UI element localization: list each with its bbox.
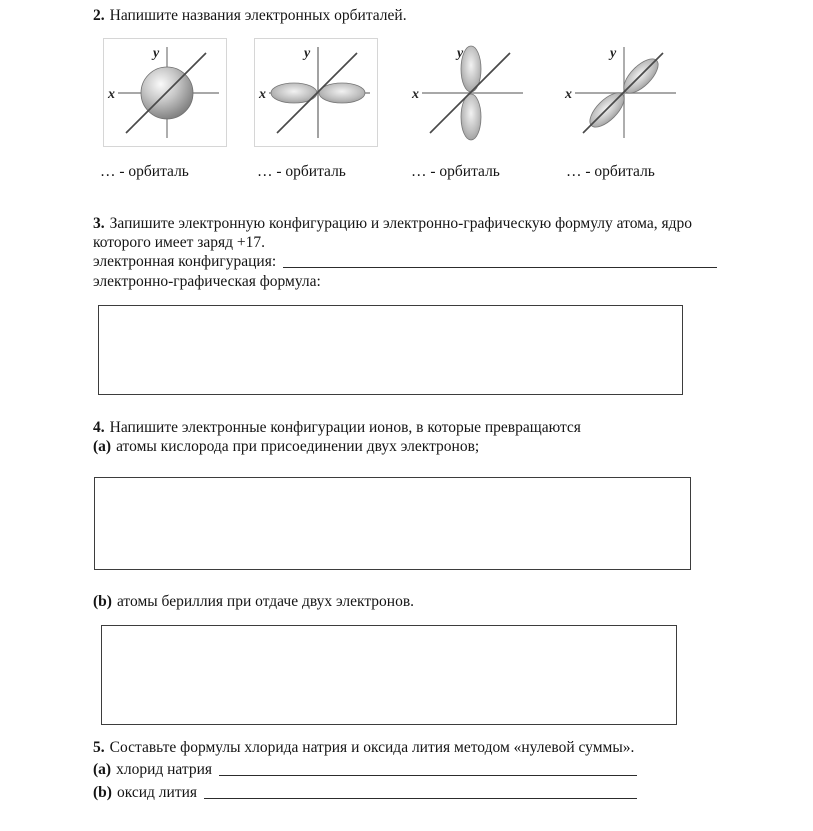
question-4b-line bbox=[93, 592, 414, 611]
y-axis-label: y bbox=[457, 46, 464, 61]
question-3-text-line1: Запишите электронную конфигурацию и электронно-графическую формулу атома, ядро bbox=[109, 215, 693, 232]
orbital-caption-3: … - орбиталь bbox=[411, 163, 500, 180]
y-axis-label: y bbox=[304, 46, 311, 61]
question-2-title bbox=[93, 6, 407, 25]
question-4-text: Напишите электронные конфигурации ионов, в которые превращаются bbox=[109, 419, 581, 436]
question-5b-blank[interactable] bbox=[204, 797, 637, 799]
p-orbital-x-diagram bbox=[255, 39, 377, 146]
question-4b-marker: (b) bbox=[93, 593, 112, 610]
p-orbital-y-diagram bbox=[408, 39, 530, 146]
x-axis-label: x bbox=[412, 87, 419, 102]
electron-configuration-blank[interactable] bbox=[283, 266, 717, 268]
graphic-formula-answer-box[interactable] bbox=[98, 305, 683, 395]
question-5b-row bbox=[93, 783, 637, 802]
question-4b-text: атомы бериллия при отдаче двух электронов. bbox=[116, 593, 415, 610]
x-axis-label: x bbox=[259, 87, 266, 102]
graphic-formula-label: электронно-графическая формула: bbox=[93, 273, 321, 290]
question-5a-marker: (a) bbox=[93, 761, 112, 778]
question-5-title bbox=[93, 738, 634, 757]
orbital-caption-1: … - орбиталь bbox=[100, 163, 189, 180]
question-5-text: Составьте формулы хлорида натрия и оксида лития методом «нулевой суммы». bbox=[109, 739, 635, 756]
p-orbital-x-image bbox=[255, 39, 377, 146]
question-2-text: Напишите названия электронных орбиталей. bbox=[109, 7, 407, 24]
question-5-number: 5. bbox=[93, 739, 105, 756]
question-5a-blank[interactable] bbox=[219, 774, 637, 776]
question-5b-marker: (b) bbox=[93, 784, 112, 801]
question-2-number: 2. bbox=[93, 7, 105, 24]
p-orbital-diagonal-diagram bbox=[561, 39, 683, 146]
p-lobe-right bbox=[319, 83, 365, 103]
s-orbital-diagram bbox=[104, 39, 226, 146]
y-axis-label: y bbox=[153, 46, 160, 61]
s-orbital-image bbox=[104, 39, 226, 146]
question-5b-text: оксид лития bbox=[116, 784, 198, 801]
x-axis-label: x bbox=[108, 87, 115, 102]
electron-configuration-row bbox=[93, 252, 717, 271]
x-axis-label: x bbox=[565, 87, 572, 102]
electron-configuration-label: электронная конфигурация: bbox=[93, 253, 277, 270]
question-4a-answer-box[interactable] bbox=[94, 477, 691, 570]
orbital-caption-4: … - орбиталь bbox=[566, 163, 655, 180]
question-3-line2 bbox=[93, 233, 265, 252]
question-3-number: 3. bbox=[93, 215, 105, 232]
question-4a-line bbox=[93, 437, 479, 456]
question-4b-answer-box[interactable] bbox=[101, 625, 677, 725]
orbital-caption-2: … - орбиталь bbox=[257, 163, 346, 180]
p-orbital-diagonal-image bbox=[561, 39, 683, 146]
question-5a-row bbox=[93, 760, 637, 779]
y-axis-label: y bbox=[610, 46, 617, 61]
p-orbital-y-image bbox=[408, 39, 530, 146]
question-5a-text: хлорид натрия bbox=[116, 761, 213, 778]
p-lobe-bottom bbox=[461, 94, 481, 140]
question-4-number: 4. bbox=[93, 419, 105, 436]
question-4-title bbox=[93, 418, 581, 437]
question-3-text-line2: которого имеет заряд +17. bbox=[93, 234, 265, 251]
question-4a-marker: (a) bbox=[93, 438, 112, 455]
question-3-line1 bbox=[93, 214, 692, 233]
question-4a-text: атомы кислорода при присоединении двух электронов; bbox=[116, 438, 480, 455]
